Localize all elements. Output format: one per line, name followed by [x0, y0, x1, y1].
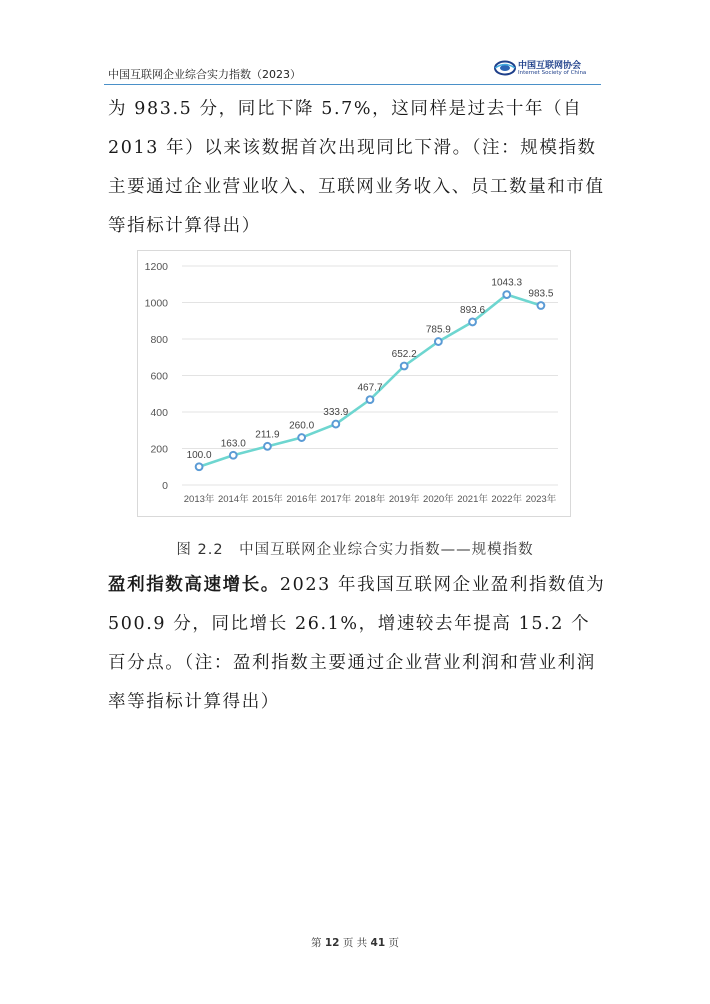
x-tick-label: 2022年	[491, 494, 523, 505]
y-tick-label: 1200	[144, 261, 168, 273]
x-tick-label: 2021年	[457, 494, 488, 505]
footer-prefix: 第	[311, 937, 322, 949]
data-label: 100.0	[186, 449, 212, 461]
data-point	[332, 421, 339, 428]
data-point	[230, 452, 237, 459]
header-divider	[104, 84, 601, 85]
footer-total-pages: 41	[370, 937, 386, 949]
data-label: 652.2	[391, 348, 417, 360]
y-tick-label: 400	[150, 407, 168, 419]
isc-logo	[494, 58, 604, 82]
data-label: 785.9	[425, 324, 451, 336]
x-tick-label: 2023年	[525, 494, 557, 505]
footer-middle: 页 共	[342, 937, 368, 949]
series-line	[199, 295, 541, 467]
data-label: 260.0	[289, 420, 315, 432]
isc-logo-icon	[494, 60, 516, 76]
data-label: 211.9	[255, 429, 280, 441]
body-paragraph-scale: 为 983.5 分，同比下降 5.7%，这同样是过去十年（自 2013 年）以来该数据首次出现同比下滑。（注：规模指数主要通过企业营业收入、互联网业务收入、员工数量和市值等指标计算得出）	[108, 99, 605, 236]
data-label: 467.7	[357, 382, 383, 394]
x-tick-label: 2017年	[320, 494, 352, 505]
x-tick-label: 2020年	[423, 494, 454, 505]
y-tick-label: 800	[150, 334, 168, 346]
body-paragraph-profit	[108, 566, 608, 722]
page-footer	[0, 935, 710, 950]
data-label: 893.6	[460, 304, 486, 316]
y-tick-label: 0	[162, 480, 168, 492]
data-point	[196, 463, 203, 470]
data-label: 163.0	[220, 438, 246, 450]
x-tick-label: 2013年	[183, 494, 215, 505]
data-point	[538, 302, 545, 309]
data-point	[503, 291, 510, 298]
figure-caption: 图 2.2 中国互联网企业综合实力指数——规模指数	[176, 542, 534, 558]
data-point	[264, 443, 271, 450]
x-tick-label: 2019年	[388, 494, 420, 505]
y-tick-label: 600	[150, 370, 168, 383]
y-tick-label: 200	[150, 443, 168, 456]
data-point	[469, 319, 476, 326]
profit-lead: 盈利指数高速增长。	[108, 575, 280, 595]
profit-text: 2023 年我国互联网企业盈利指数值为 500.9 分，同比增长 26.1%，增速较去年提高 15.2 个百分点。（注：盈利指数主要通过企业营业利润和营业利润率等指标计算得出）	[108, 575, 606, 712]
data-label: 1043.3	[491, 277, 523, 289]
data-point	[401, 363, 408, 370]
scale-index-chart	[137, 250, 571, 517]
x-tick-label: 2018年	[354, 494, 386, 505]
data-point	[367, 396, 374, 403]
x-tick-label: 2015年	[252, 494, 283, 505]
data-point	[298, 434, 305, 441]
logo-chinese-name: 中国互联网协会	[518, 61, 582, 71]
chart-svg	[138, 251, 570, 516]
data-label: 983.5	[528, 288, 554, 300]
x-tick-label: 2014年	[217, 494, 249, 505]
footer-suffix: 页	[388, 937, 399, 949]
header-title: 中国互联网企业综合实力指数（2023）	[108, 68, 301, 81]
y-tick-label: 1000	[144, 297, 168, 310]
data-point	[435, 338, 442, 345]
footer-page-number: 12	[324, 937, 340, 949]
logo-english-name: Internet Society of China	[518, 70, 587, 76]
x-tick-label: 2016年	[286, 494, 317, 505]
data-label: 333.9	[323, 407, 349, 419]
